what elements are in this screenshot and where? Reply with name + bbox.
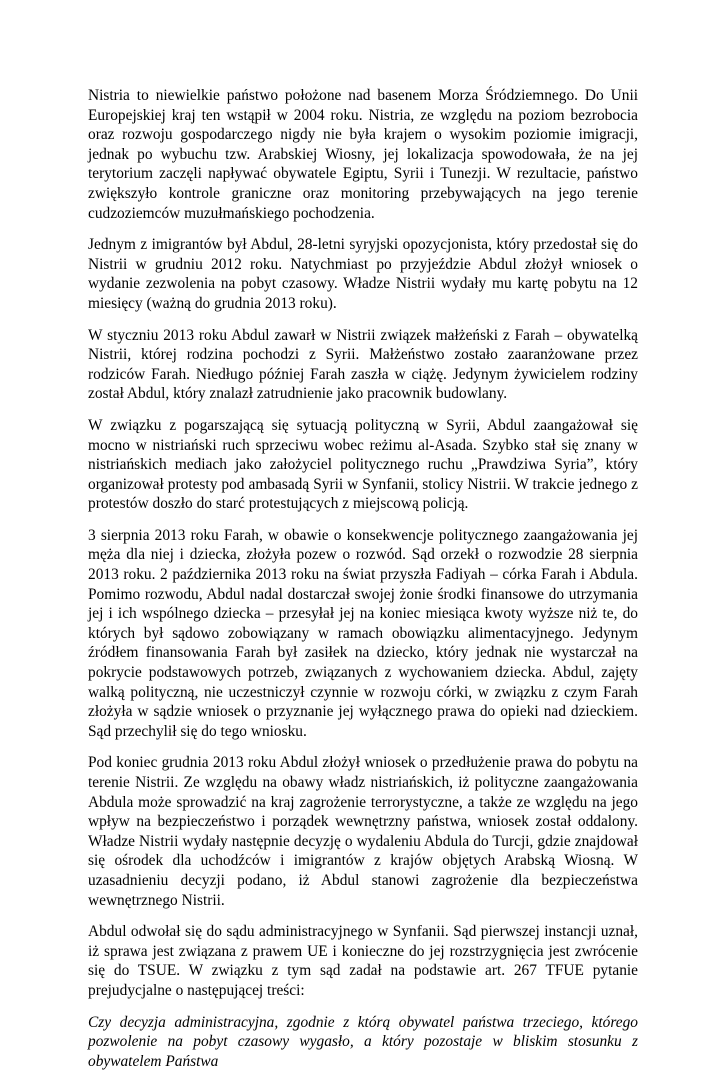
paragraph-expulsion: Pod koniec grudnia 2013 roku Abdul złożył wniosek o przedłużenie prawa do pobytu na terenie Nistrii. Ze względu na obawy władz nistriańskich, iż polityczne zaangażowania Abdula może sprowadzić na kraj zagrożenie terrorystyczne, a także ze względu na jego wpływ na bezpieczeństwo i porządek wewnętrzny państwa, wniosek został oddalony. Władze Nistrii wydały następnie decyzję o wydaleniu Abdula do Turcji, gdzie znajdował się ośrodek dla uchodźców i imigrantów z krajów objętych Arabską Wiosną. W uzasadnieniu decyzji podano, iż Abdul stanowi zagrożenie dla bezpieczeństwa wewnętrznego Nistrii. bbox=[88, 754, 638, 909]
paragraph-divorce: 3 sierpnia 2013 roku Farah, w obawie o konsekwencje politycznego zaangażowania jej męża dla niej i dziecka, złożyła pozew o rozwód. Sąd orzekł o rozwodzie 28 sierpnia 2013 roku. 2 października 2013 roku na świat przyszła Fadiyah – córka Farah i Abdula. Pomimo rozwodu, Abdul nadal dostarczał swojej żonie środki finansowe do utrzymania jej i ich wspólnego dziecka – przesyłał jej na koniec miesiąca kwoty wyższe niż te, do których był sądowo zobowiązany w ramach obowiązku alimentacyjnego. Jedynym źródłem finansowania Farah był zasiłek na dziecko, który jednak nie wystarczał na pokrycie podstawowych potrzeb, związanych z wychowaniem dziecka. Abdul, zajęty walką polityczną, nie uczestniczył czynnie w rozwoju córki, w związku z czym Farah złożyła w sądzie wniosek o przyznanie jej wyłącznego prawa do opieki nad dzieckiem. Sąd przechylił się do tego wniosku. bbox=[88, 526, 638, 740]
preliminary-question: Czy decyzja administracyjna, zgodnie z którą obywatel państwa trzeciego, którego pozwolenie na pobyt czasowy wygasło, a który pozostaje w bliskim stosunku z obywatelem Państwa bbox=[88, 1013, 638, 1070]
paragraph-appeal: Abdul odwołał się do sądu administracyjnego w Synfanii. Sąd pierwszej instancji uznał, iż sprawa jest związana z prawem UE i konieczne do jej rozstrzygnięcia jest zwrócenie się do TSUE. W związku z tym sąd zadał na podstawie art. 267 TFUE pytanie prejudycjalne o następującej treści: bbox=[88, 923, 638, 999]
paragraph-marriage: W styczniu 2013 roku Abdul zawarł w Nistrii związek małżeński z Farah – obywatelką Nistrii, której rodzina pochodzi z Syrii. Małżeństwo zostało zaaranżowane przez rodziców Farah. Niedługo później Farah zaszła w ciążę. Jedynym żywicielem rodziny został Abdul, który znalazł zatrudnienie jako pracownik budowlany. bbox=[88, 326, 638, 403]
paragraph-political-activity: W związku z pogarszającą się sytuacją polityczną w Syrii, Abdul zaangażował się mocno w nistriański ruch sprzeciwu wobec reżimu al-Asada. Szybko stał się znany w nistriańskich mediach jako założyciel politycznego ruchu „Prawdziwa Syria”, który organizował protesty pod ambasadą Syrii w Synfanii, stolicy Nistrii. W trakcie jednego z protestów doszło do starć protestujących z miejscową policją. bbox=[88, 416, 638, 513]
paragraph-intro: Nistria to niewielkie państwo położone nad basenem Morza Śródziemnego. Do Unii Europejskiej kraj ten wstąpił w 2004 roku. Nistria, ze względu na poziom bezrobocia oraz rozwoju gospodarczego nigdy nie była krajem o wysokim poziomie imigracji, jednak po wybuchu tzw. Arabskiej Wiosny, jej lokalizacja spowodowała, że na jej terytorium zaczęli napływać obywatele Egiptu, Syrii i Tunezji. W rezultacie, państwo zwiększyło kontrole graniczne oraz monitoring przebywających na jego terenie cudzoziemców muzułmańskiego pochodzenia. bbox=[88, 87, 638, 222]
paragraph-abdul-arrival: Jednym z imigrantów był Abdul, 28-letni syryjski opozycjonista, który przedostał się do Nistrii w grudniu 2012 roku. Natychmiast po przyjeździe Abdul złożył wniosek o wydanie zezwolenia na pobyt czasowy. Władze Nistrii wydały mu kartę pobytu na 12 miesięcy (ważną do grudnia 2013 roku). bbox=[88, 236, 638, 312]
document-body bbox=[88, 86, 638, 1071]
